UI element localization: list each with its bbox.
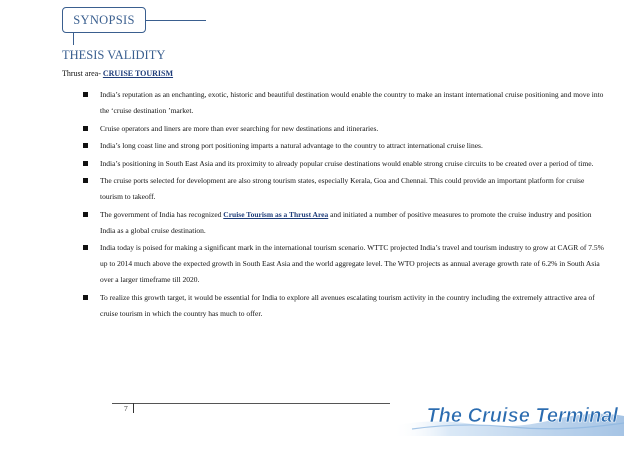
header-rule (146, 20, 206, 21)
thrust-area-value: CRUISE TOURISM (102, 69, 174, 78)
bullet-text: India’s positioning in South East Asia and its proximity to already popular cruise destinations would enable strong cruise circuits to be created over a period of time. (100, 158, 594, 168)
logo-text: The Cruise Terminal (426, 405, 618, 427)
synopsis-header-box (62, 7, 146, 33)
page-number: 7 (124, 404, 128, 413)
bullet-item (82, 290, 607, 322)
bullet-item (82, 240, 607, 288)
bullet-text: To realize this growth target, it would be essential for India to explore all avenues escalating tourism activity in the country including the extremely attractive area of cruise tourism in which the country has much to offer. (100, 292, 595, 318)
bullet-item (82, 173, 607, 205)
cruise-terminal-logo (392, 396, 624, 436)
bullet-item (82, 156, 607, 172)
footer-rule (112, 403, 390, 404)
bullet-item (82, 138, 607, 154)
bullet-item (82, 87, 607, 119)
thrust-area-line (62, 69, 607, 78)
bullet-text: and initiated a number of positive measures to promote the cruise industry and position India as a global cruise destination. (100, 209, 592, 235)
bullet-text: India’s reputation as an enchanting, exotic, historic and beautiful destination would enable the country to make an instant international cruise positioning and move into the ‘cruise destination ’market. (100, 90, 604, 115)
bullet-highlight: Cruise Tourism as a Thrust Area (223, 209, 329, 219)
bullet-text: Cruise operators and liners are more than ever searching for new destinations and itineraries. (100, 123, 379, 133)
bullet-item (82, 207, 607, 239)
section-title: THESIS VALIDITY (62, 48, 166, 62)
header-connector (73, 33, 74, 45)
synopsis-label: SYNOPSIS (73, 12, 135, 27)
page-number-divider (133, 403, 134, 413)
bullet-text: India today is poised for making a significant mark in the international tourism scenario. WTTC projected India’s travel and tourism industry to grow at CAGR of 7.5% up to 2014 much above the expected growth in South East Asia and the world aggregate level. The WTO projects as annual average growth rate of 6.2% in South Asia over a larger timeframe till 2020. (100, 243, 604, 284)
document-body (62, 48, 607, 323)
bullet-text: The government of India has recognized (100, 209, 224, 219)
bullet-item (82, 121, 607, 137)
bullet-text: The cruise ports selected for development are also strong tourism states, especially Kerala, Goa and Chennai. This could provide an important platform for cruise tourism to takeoff. (100, 176, 585, 201)
bullet-list (62, 87, 607, 322)
bullet-text: India’s long coast line and strong port positioning imparts a natural advantage to the country to attract international cruise lines. (100, 141, 483, 150)
thrust-area-label: Thrust area- (62, 69, 103, 78)
